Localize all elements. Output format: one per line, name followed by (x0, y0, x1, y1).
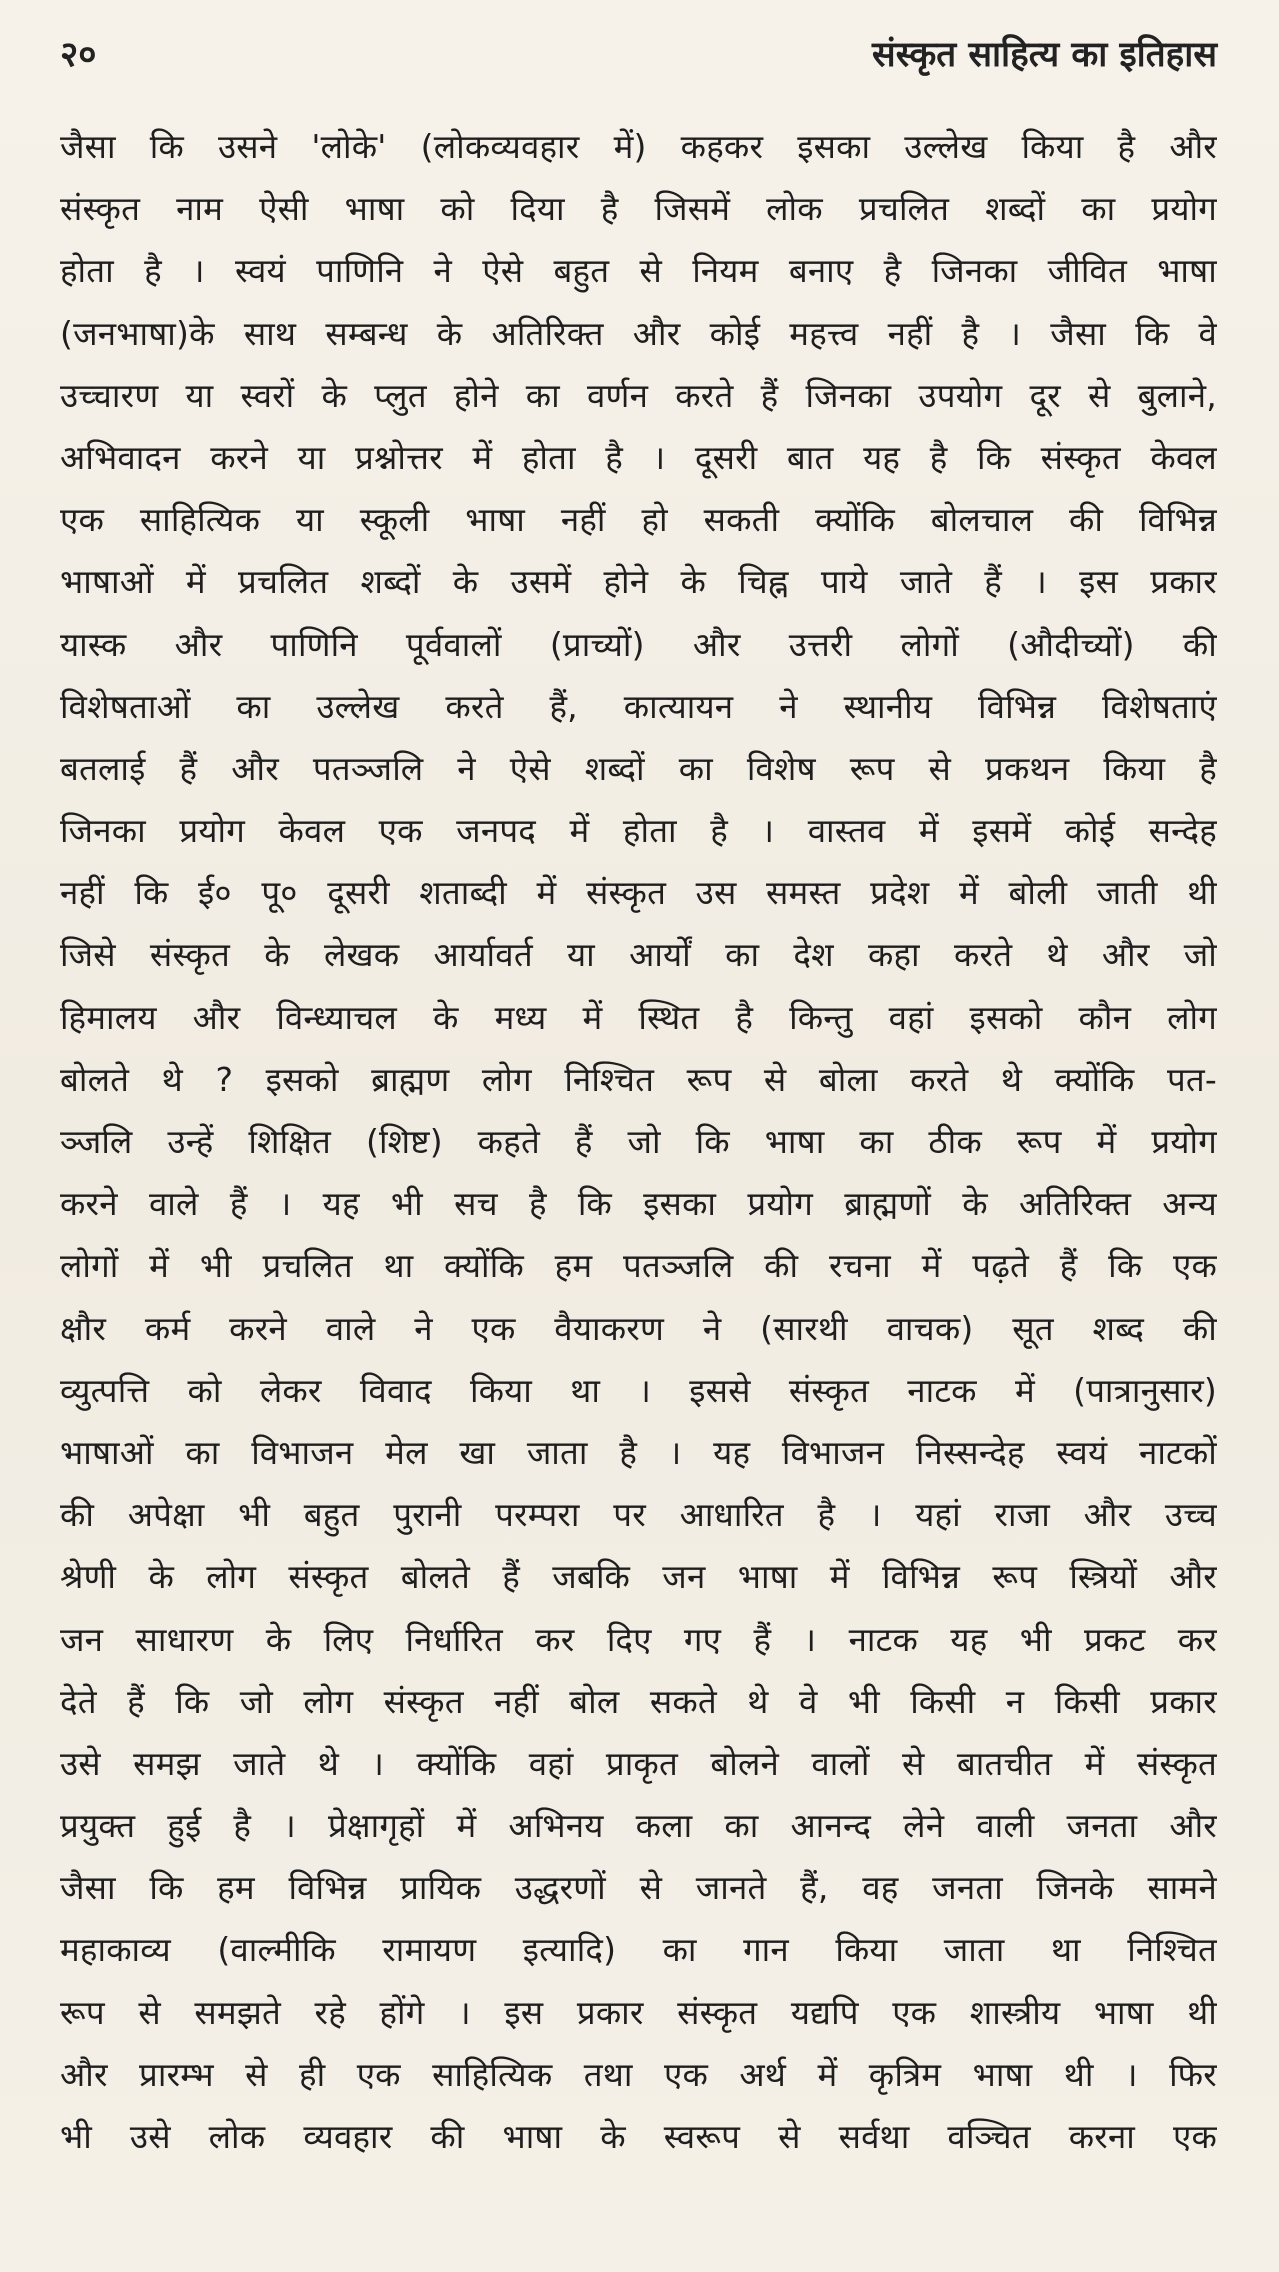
text-line: प्रयुक्त हुई है । प्रेक्षागृहों में अभिनय कला का आनन्द लेने वाली जनता और (60, 1806, 1217, 1846)
text-line: और प्रारम्भ से ही एक साहित्यिक तथा एक अर्थ में कृत्रिम भाषा थी । फिर (60, 2054, 1217, 2094)
page-header (60, 26, 1217, 96)
text-line: संस्कृत नाम ऐसी भाषा को दिया है जिसमें लोक प्रचलित शब्दों का प्रयोग (60, 189, 1217, 229)
text-line: होता है । स्वयं पाणिनि ने ऐसे बहुत से नियम बनाए है जिनका जीवित भाषा (60, 251, 1217, 291)
text-line: करने वाले हैं । यह भी सच है कि इसका प्रयोग ब्राह्मणों के अतिरिक्त अन्य (60, 1184, 1217, 1224)
text-line: (जनभाषा)के साथ सम्बन्ध के अतिरिक्त और कोई महत्त्व नहीं है । जैसा कि वे (60, 313, 1217, 353)
text-line: विशेषताओं का उल्लेख करते हैं, कात्यायन ने स्थानीय विभिन्न विशेषताएं (60, 686, 1217, 726)
running-title: संस्कृत साहित्य का इतिहास (872, 35, 1217, 75)
body-text (60, 116, 1217, 2168)
text-line: जैसा कि हम विभिन्न प्रायिक उद्धरणों से जानते हैं, वह जनता जिनके सामने (60, 1868, 1217, 1908)
text-line: बोलते थे ? इसको ब्राह्मण लोग निश्चित रूप से बोला करते थे क्योंकि पत- (60, 1059, 1217, 1099)
text-line: क्षौर कर्म करने वाले ने एक वैयाकरण ने (सारथी वाचक) सूत शब्द की (60, 1308, 1217, 1348)
text-line: जन साधारण के लिए निर्धारित कर दिए गए हैं । नाटक यह भी प्रकट कर (60, 1619, 1217, 1659)
text-line: एक साहित्यिक या स्कूली भाषा नहीं हो सकती क्योंकि बोलचाल की विभिन्न (60, 500, 1217, 540)
text-line: अभिवादन करने या प्रश्नोत्तर में होता है । दूसरी बात यह है कि संस्कृत केवल (60, 437, 1217, 477)
text-line: लोगों में भी प्रचलित था क्योंकि हम पतञ्जलि की रचना में पढ़ते हैं कि एक (60, 1246, 1217, 1286)
text-line: जैसा कि उसने 'लोके' (लोकव्यवहार में) कहकर इसका उल्लेख किया है और (60, 127, 1217, 166)
text-line: देते हैं कि जो लोग संस्कृत नहीं बोल सकते थे वे भी किसी न किसी प्रकार (60, 1681, 1217, 1721)
text-line: भाषाओं का विभाजन मेल खा जाता है । यह विभाजन निस्सन्देह स्वयं नाटकों (60, 1432, 1217, 1472)
text-line: जिनका प्रयोग केवल एक जनपद में होता है । वास्तव में इसमें कोई सन्देह (60, 811, 1217, 851)
text-line: ञ्जलि उन्हें शिक्षित (शिष्ट) कहते हैं जो कि भाषा का ठीक रूप में प्रयोग (60, 1122, 1217, 1161)
text-line: भी उसे लोक व्यवहार की भाषा के स्वरूप से सर्वथा वञ्चित करना एक (60, 2117, 1217, 2156)
text-line: महाकाव्य (वाल्मीकि रामायण इत्यादि) का गान किया जाता था निश्चित (60, 1930, 1217, 1970)
text-line: की अपेक्षा भी बहुत पुरानी परम्परा पर आधारित है । यहां राजा और उच्च (60, 1495, 1217, 1535)
text-line: हिमालय और विन्ध्याचल के मध्य में स्थित है किन्तु वहां इसको कौन लोग (60, 997, 1217, 1037)
text-line: बतलाई हैं और पतञ्जलि ने ऐसे शब्दों का विशेष रूप से प्रकथन किया है (60, 748, 1217, 788)
text-line: उसे समझ जाते थे । क्योंकि वहां प्राकृत बोलने वालों से बातचीत में संस्कृत (60, 1743, 1217, 1783)
text-line: श्रेणी के लोग संस्कृत बोलते हैं जबकि जन भाषा में विभिन्न रूप स्त्रियों और (60, 1557, 1217, 1597)
page-number: २० (60, 35, 97, 75)
text-line: नहीं कि ई० पू० दूसरी शताब्दी में संस्कृत उस समस्त प्रदेश में बोली जाती थी (60, 873, 1217, 913)
text-line: व्युत्पत्ति को लेकर विवाद किया था । इससे संस्कृत नाटक में (पात्रानुसार) (60, 1370, 1217, 1410)
text-line: उच्चारण या स्वरों के प्लुत होने का वर्णन करते हैं जिनका उपयोग दूर से बुलाने, (60, 375, 1217, 415)
text-line: यास्क और पाणिनि पूर्ववालों (प्राच्यों) और उत्तरी लोगों (औदीच्यों) की (60, 624, 1217, 664)
text-line: जिसे संस्कृत के लेखक आर्यावर्त या आर्यों का देश कहा करते थे और जो (60, 935, 1217, 975)
text-line: भाषाओं में प्रचलित शब्दों के उसमें होने के चिह्न पाये जाते हैं । इस प्रकार (60, 562, 1217, 602)
text-line: रूप से समझते रहे होंगे । इस प्रकार संस्कृत यद्यपि एक शास्त्रीय भाषा थी (60, 1992, 1217, 2032)
